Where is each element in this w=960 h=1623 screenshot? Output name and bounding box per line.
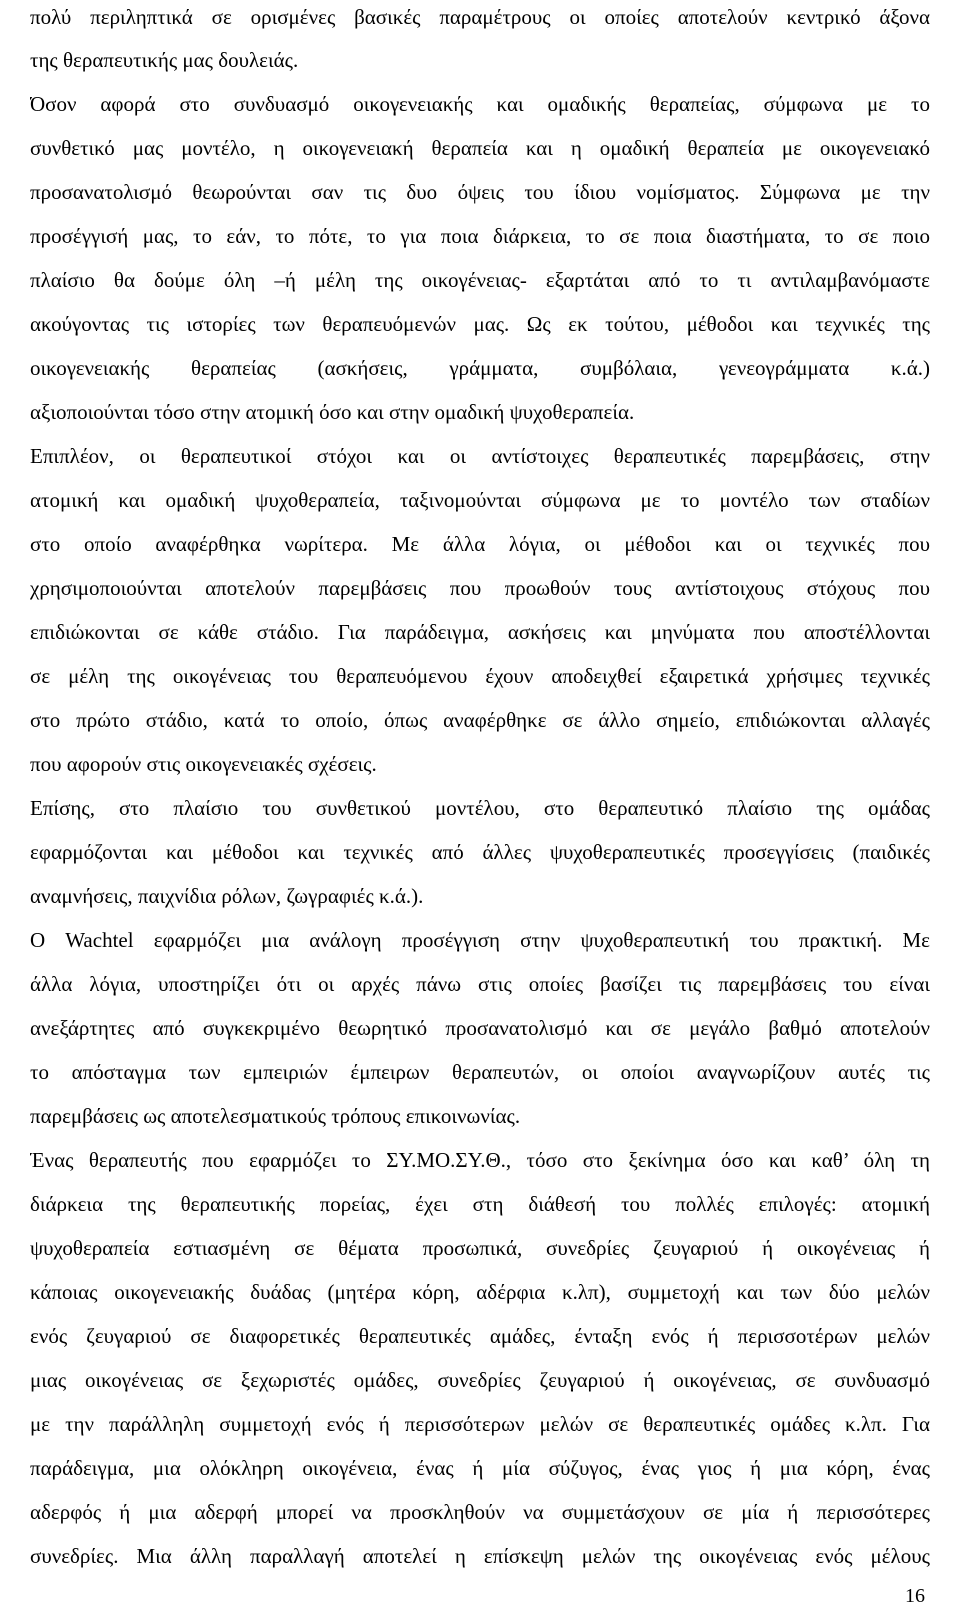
text-line: επιδιώκονται σε κάθε στάδιο. Για παράδειγμα, ασκήσεις και μηνύματα που αποστέλλονται: [30, 620, 930, 644]
text-line: ατομική και ομαδική ψυχοθεραπεία, ταξινομούνται σύμφωνα με το μοντέλο των σταδίων: [30, 488, 930, 512]
text-line: προσέγγισή μας, το εάν, το πότε, το για ποια διάρκεια, το σε ποια διαστήματα, το σε ποιο: [30, 224, 930, 248]
text-line: το απόσταγμα των εμπειριών έμπειρων θεραπευτών, οι οποίοι αναγνωρίζουν αυτές τις: [30, 1060, 930, 1084]
text-line: ψυχοθεραπεία εστιασμένη σε θέματα προσωπικά, συνεδρίες ζευγαριού ή οικογένειας ή: [30, 1236, 930, 1260]
text-line: πολύ περιληπτικά σε ορισμένες βασικές παραμέτρους οι οποίες αποτελούν κεντρικό άξονα: [30, 5, 930, 29]
text-line: παρεμβάσεις ως αποτελεσματικούς τρόπους επικοινωνίας.: [30, 1104, 521, 1128]
text-line: συνεδρίες. Μια άλλη παραλλαγή αποτελεί η επίσκεψη μελών της οικογένειας ενός μέλους: [30, 1544, 930, 1568]
text-line: ανεξάρτητες από συγκεκριμένο θεωρητικό προσανατολισμό και σε μεγάλο βαθμό αποτελούν: [30, 1016, 930, 1040]
text-line: ακούγοντας τις ιστορίες των θεραπευόμενών μας. Ως εκ τούτου, μέθοδοι και τεχνικές της: [30, 312, 930, 336]
text-line: οικογενειακής θεραπείας (ασκήσεις, γράμματα, συμβόλαια, γενεογράμματα κ.ά.): [30, 356, 930, 380]
text-line: κάποιας οικογενειακής δυάδας (μητέρα κόρη, αδέρφια κ.λπ), συμμετοχή και των δύο μελών: [30, 1280, 930, 1304]
text-line: Ο Wachtel εφαρμόζει μια ανάλογη προσέγγιση στην ψυχοθεραπευτική του πρακτική. Με: [30, 928, 930, 952]
text-line: που αφορούν στις οικογενειακές σχέσεις.: [30, 752, 377, 776]
text-line: αναμνήσεις, παιχνίδια ρόλων, ζωγραφιές κ.ά.).: [30, 884, 424, 908]
text-line: με την παράλληλη συμμετοχή ενός ή περισσότερων μελών σε θεραπευτικές ομάδες κ.λπ. Για: [30, 1412, 930, 1436]
text-line: χρησιμοποιούνται αποτελούν παρεμβάσεις που προωθούν τους αντίστοιχους στόχους που: [30, 576, 930, 600]
text-line: αδερφός ή μια αδερφή μπορεί να προσκληθούν να συμμετάσχουν σε μία ή περισσότερες: [30, 1500, 930, 1524]
text-line: διάρκεια της θεραπευτικής πορείας, έχει στη διάθεσή του πολλές επιλογές: ατομική: [30, 1192, 930, 1216]
text-line: Όσον αφορά στο συνδυασμό οικογενειακής και ομαδικής θεραπείας, σύμφωνα με το: [30, 92, 930, 116]
text-line: εφαρμόζονται και μέθοδοι και τεχνικές από άλλες ψυχοθεραπευτικές προσεγγίσεις (παιδικές: [30, 840, 930, 864]
text-line: της θεραπευτικής μας δουλειάς.: [30, 48, 299, 72]
text-line: μιας οικογένειας σε ξεχωριστές ομάδες, συνεδρίες ζευγαριού ή οικογένειας, σε συνδυασμό: [30, 1368, 930, 1392]
text-line: Ένας θεραπευτής που εφαρμόζει το ΣΥ.ΜΟ.ΣΥ.Θ., τόσο στο ξεκίνημα όσο και καθ’ όλη τη: [30, 1148, 930, 1172]
text-line: στο οποίο αναφέρθηκα νωρίτερα. Με άλλα λόγια, οι μέθοδοι και οι τεχνικές που: [30, 532, 930, 556]
text-line: παράδειγμα, μια ολόκληρη οικογένεια, ένας ή μία σύζυγος, ένας γιος ή μια κόρη, ένας: [30, 1456, 930, 1480]
text-line: στο πρώτο στάδιο, κατά το οποίο, όπως αναφέρθηκε σε άλλο σημείο, επιδιώκονται αλλαγές: [30, 708, 930, 732]
text-line: συνθετικό μας μοντέλο, η οικογενειακή θεραπεία και η ομαδική θεραπεία με οικογενειακό: [30, 136, 930, 160]
text-line: ενός ζευγαριού σε διαφορετικές θεραπευτικές αμάδες, ένταξη ενός ή περισσοτέρων μελών: [30, 1324, 930, 1348]
text-line: Επιπλέον, οι θεραπευτικοί στόχοι και οι αντίστοιχες θεραπευτικές παρεμβάσεις, στην: [30, 444, 930, 468]
text-line: πλαίσιο θα δούμε όλη –ή μέλη της οικογένειας- εξαρτάται από το τι αντιλαμβανόμαστε: [30, 268, 930, 292]
text-line: Επίσης, στο πλαίσιο του συνθετικού μοντέλου, στο θεραπευτικό πλαίσιο της ομάδας: [30, 796, 930, 820]
text-line: σε μέλη της οικογένειας του θεραπευόμενου έχουν αποδειχθεί εξαιρετικά χρήσιμες τεχνικές: [30, 664, 930, 688]
page-number: 16: [905, 1585, 925, 1607]
text-line: άλλα λόγια, υποστηρίζει ότι οι αρχές πάνω στις οποίες βασίζει τις παρεμβάσεις του είναι: [30, 972, 930, 996]
text-line: αξιοποιούνται τόσο στην ατομική όσο και στην ομαδική ψυχοθεραπεία.: [30, 400, 635, 424]
text-line: προσανατολισμό θεωρούνται σαν τις δυο όψεις του ίδιου νομίσματος. Σύμφωνα με την: [30, 180, 930, 204]
